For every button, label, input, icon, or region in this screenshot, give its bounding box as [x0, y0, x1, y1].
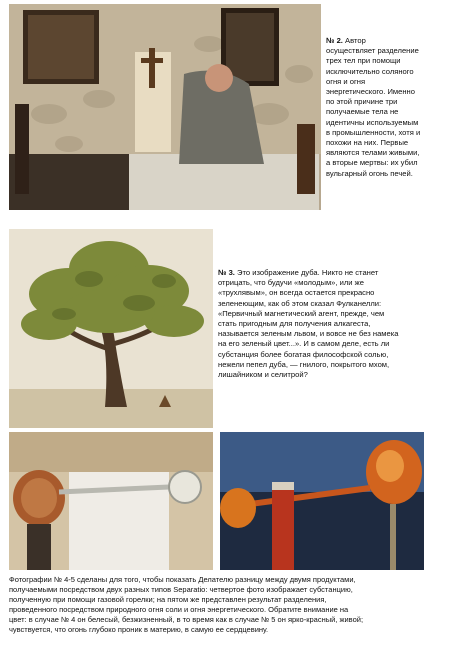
caption-number: № 3. — [218, 268, 235, 277]
caption-photo-3 — [218, 268, 450, 380]
caption-text: Это изображение дуба. Никто не станет отрицать, что будучи «молодым», или же «трухлявым», он всегда остается прекрасно зеленеющим, как об этом сказал Фулканелли: «Первичный магнетический агент, прежде, чем стать пригодным для получения алкагеста, называется зеленым львом, и вовсе не без намека на его зеленый цвет...». И в самом деле, есть ли субстанция более богатая философской солью, нежели пепел дуба, — гнилого, покрытого мхом, лишайником и селитрой? — [218, 268, 399, 380]
caption-text: Автор осуществляет разделение трех тел при помощи исключительно соляного огня и огня энергетического. Именно по этой причине три получаемые тела не идентичны используемым в промышленности, хотя и похожи на них. Первые являются телами живыми, а вторые мертвы: их убил вульгарный огонь печей. — [326, 36, 421, 178]
photo-4-whitish-substance — [9, 432, 213, 570]
photo-author-separation — [9, 4, 321, 210]
photo-oak-tree — [9, 229, 213, 428]
photo-5-red-substance — [220, 432, 424, 570]
caption-number: № 2. — [326, 36, 343, 45]
caption-photo-2 — [326, 36, 450, 179]
caption-photos-4-5: Фотографии № 4-5 сделаны для того, чтобы показать Делателю разницу между двумя продуктами, получаемыми посредством двух разных типов Separatio: четвертое фото изображает субстанцию, полученную при помощи газовой горелки; на пятом же представлен результат разделения, проведенного посредством природного огня соли и огня энергетического. Обратите внимание на цвет: в случае № 4 он белесый, безжизненный, в то время как в случае № 5 он ярко-красный, живой; чувствуется, что огонь глубоко проник в материю, в самую ее сердцевину. — [9, 575, 364, 634]
